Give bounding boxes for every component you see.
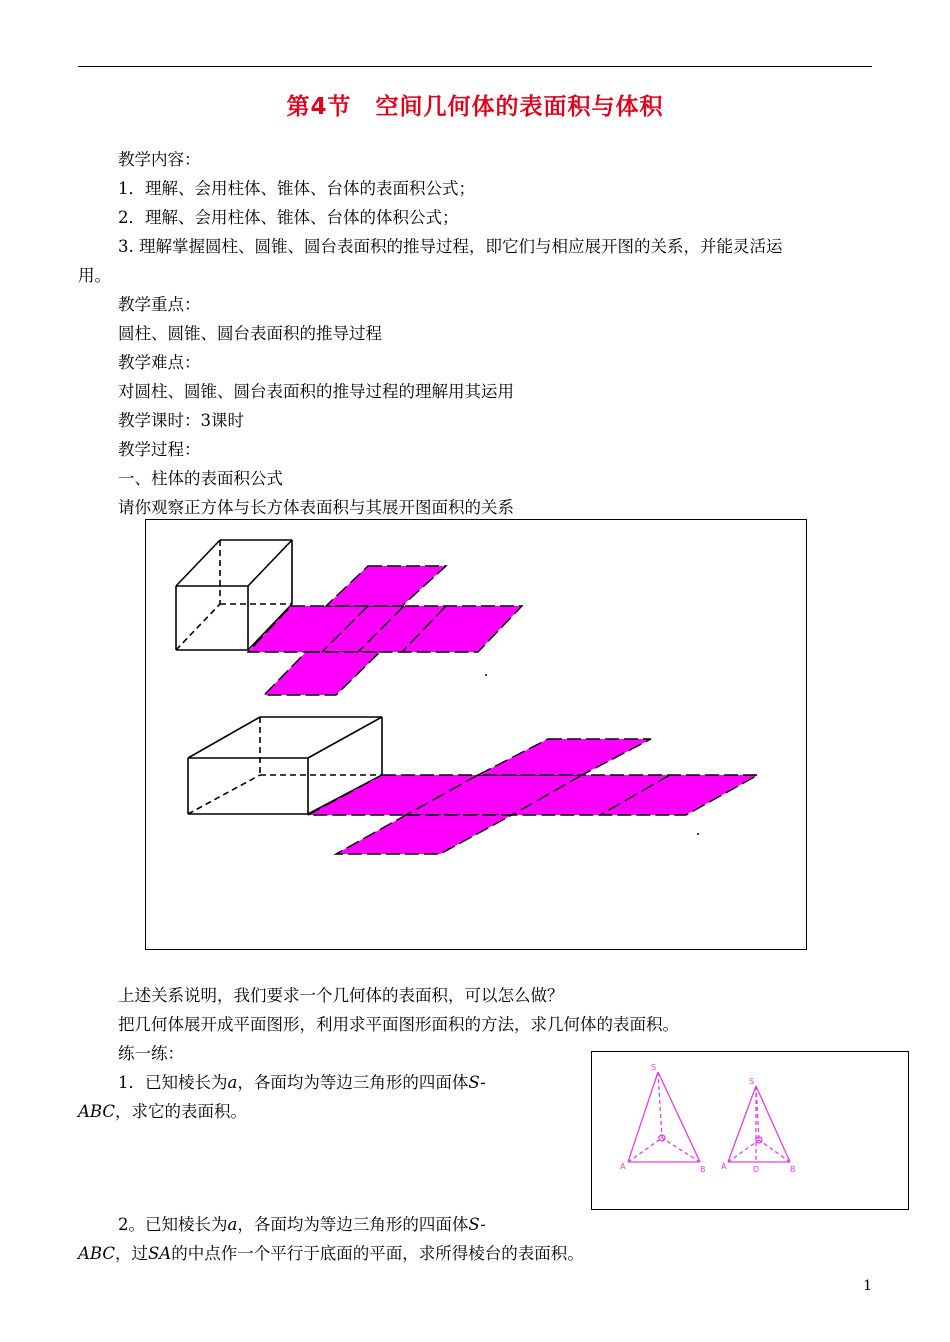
heading-difficulty: 教学难点： [118,353,201,372]
exercise-2-line-1: 2。已知棱长为a，各面均为等边三角形的四面体S- [118,1215,486,1234]
tetrahedron-figure [591,1051,909,1210]
net-figure-svg [146,520,805,948]
label-t2-b: B [790,1165,796,1174]
practice-heading: 练一练： [118,1044,184,1063]
exercise-2-line-2: ABC，过SA的中点作一个平行于底面的平面，求所得棱台的表面积。 [78,1244,584,1263]
observe-text: 请你观察正方体与长方体表面积与其展开图面积的关系 [118,498,514,517]
cuboid-net [308,739,758,854]
explain-text-1: 上述关系说明，我们要求一个几何体的表面积，可以怎么做？ [118,986,564,1005]
hours-text: 教学课时：3课时 [118,411,244,430]
label-t1-a: A [620,1162,626,1171]
key-text: 圆柱、圆锥、圆台表面积的推导过程 [118,324,382,343]
heading-key: 教学重点： [118,295,201,314]
list-item: 2．理解、会用柱体、锥体、台体的体积公式； [118,208,459,227]
heading-process: 教学过程： [118,440,201,459]
heading-content: 教学内容： [118,150,201,169]
section-heading: 一、柱体的表面积公式 [118,469,283,488]
page-number: 1 [863,1278,872,1294]
tetrahedron-figure-svg [592,1052,907,1208]
net-figure [145,519,807,950]
list-item: 3. 理解掌握圆柱、圆锥、圆台表面积的推导过程，即它们与相应展开图的关系，并能灵活运 [118,237,783,256]
explain-text-2: 把几何体展开成平面图形，利用求平面图形面积的方法，求几何体的表面积。 [118,1015,679,1034]
tetrahedron-2 [728,1086,790,1162]
exercise-1-line-1: 1．已知棱长为a，各面均为等边三角形的四面体S- [118,1073,486,1092]
header-rule [78,66,872,67]
page-title: 第4节 空间几何体的表面积与体积 [286,94,664,120]
label-t1-s: S [651,1063,657,1072]
difficulty-text: 对圆柱、圆锥、圆台表面积的推导过程的理解用其运用 [118,382,514,401]
label-t2-d: D [753,1165,760,1174]
cube-net [248,566,522,695]
label-t2-a: A [721,1162,727,1171]
exercise-1-line-2: ABC，求它的表面积。 [78,1102,247,1121]
label-t2-s: S [749,1077,755,1086]
list-item: 1．理解、会用柱体、锥体、台体的表面积公式； [118,179,475,198]
list-item: 用。 [78,266,111,285]
tetrahedron-1 [628,1072,700,1162]
label-t1-b: B [700,1165,706,1174]
